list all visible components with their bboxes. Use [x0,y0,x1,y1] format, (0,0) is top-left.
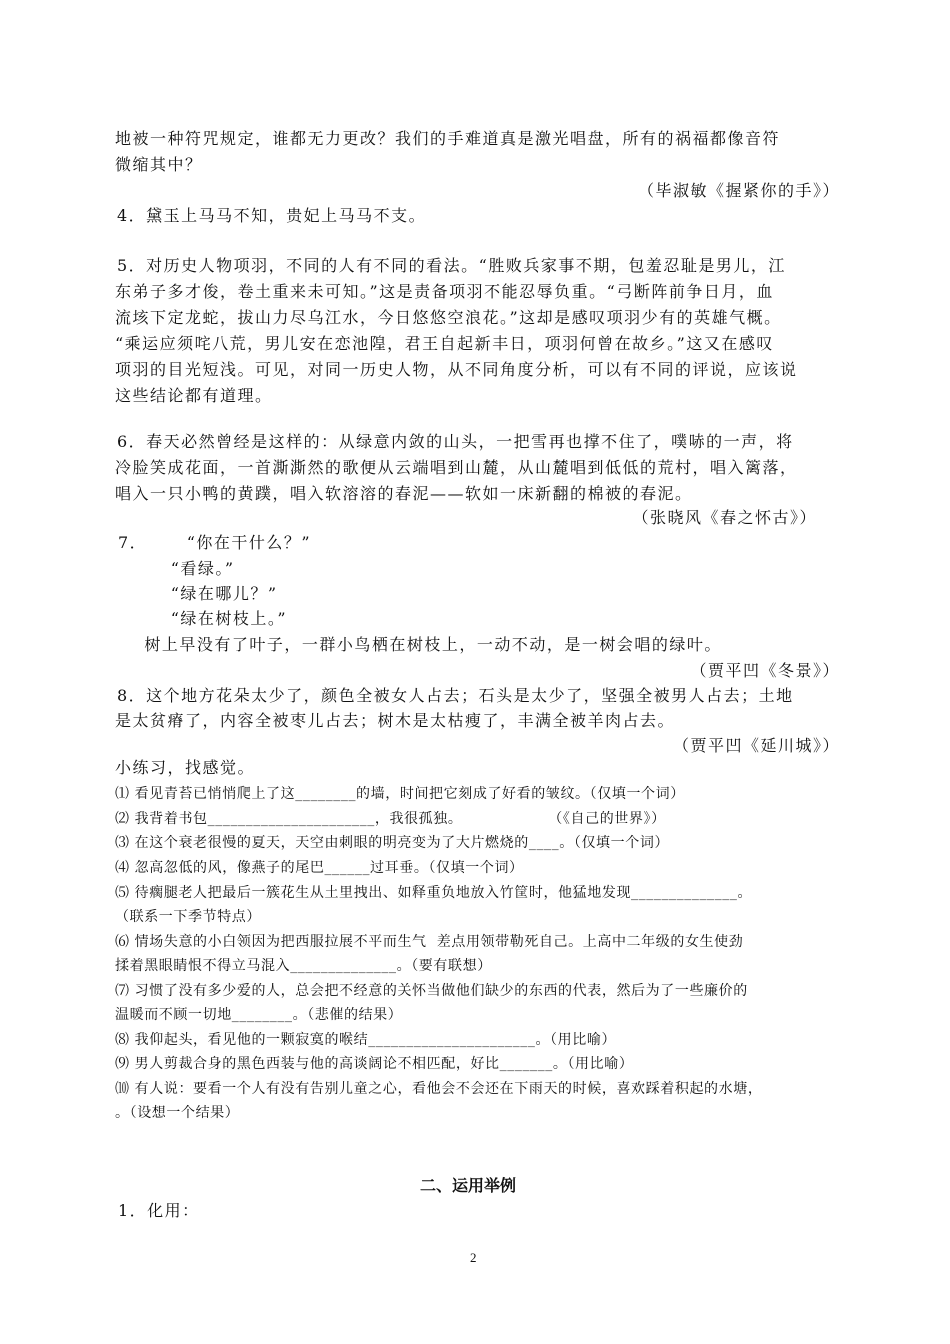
practice-title: 小练习，找感觉。 [115,758,256,777]
passage3-line: 微缩其中？ [115,155,203,174]
passage6-source: （张晓风《春之怀古》） [632,508,817,527]
passage7-line: 树上早没有了叶子，一群小鸟栖在树枝上，一动不动，是一树会唱的绿叶。 [118,635,722,654]
passage7-line: “绿在树枝上。” [118,609,288,628]
passage6-line: 6．春天必然曾经是这样的：从绿意内敛的山头，一把雪再也撑不住了，噗哧的一声，将 [117,432,794,451]
page-number: 2 [470,1250,477,1265]
passage6-line: 冷脸笑成花面，一首澌澌然的歌便从云端唱到山麓，从山麓唱到低低的荒村，唱入篱落， [115,458,798,477]
practice-item: ⑴ 看见青苔已悄悄爬上了这________的墙，时间把它刻成了好看的皱纹。（仅填一个词） [115,786,685,802]
practice-item: ⑼ 男人剪裁合身的黑色西装与他的高谈阔论不相匹配，好比_______。（用比喻） [115,1056,634,1072]
passage7-line: 7． “你在干什么？” [118,533,312,552]
passage4-line: 4．黛玉上马马不知，贵妃上马马不支。 [117,206,427,225]
practice-item: ⑸ 待瘸腿老人把最后一簇花生从土里拽出、如释重负地放入竹筐时，他猛地发现______________。 [115,885,753,901]
practice-item: ⑷ 忽高忽低的风，像燕子的尾巴______过耳垂。（仅填一个词） [115,860,524,876]
practice-item: ⑽ 有人说：要看一个人有没有告别儿童之心，看他会不会还在下雨天的时候，喜欢踩着积起的水塘， [115,1081,763,1097]
passage5-line: “乘运应须咤八荒，男儿安在恋池隍，君王自起新丰日，项羽何曾在故乡。”这又在感叹 [115,334,774,353]
passage8-source: （贾平凹《延川城》） [672,736,840,755]
passage5-line: 流垓下定龙蛇，拔山力尽乌江水，今日悠悠空浪花。”这却是感叹项羽少有的英雄气概。 [115,308,782,327]
passage6-line: 唱入一只小鸭的黄蹼，唱入软溶溶的春泥——软如一床新翻的棉被的春泥。 [115,484,693,503]
practice-item: （联系一下季节特点） [115,909,261,925]
passage3-line: 地被一种符咒规定，谁都无力更改？我们的手难道真是激光唱盘，所有的祸福都像音符 [115,129,781,148]
passage8-line: 是太贫瘠了，内容全被枣儿占去；树木是太枯瘦了，丰满全被羊肉占去。 [115,711,676,730]
practice-item: 揉着黑眼睛恨不得立马混入______________。（要有联想） [115,958,492,974]
passage7-line: “看绿。” [118,559,235,578]
practice-item: 。（设想一个结果） [115,1105,240,1121]
practice-item: 温暖而不顾一切地________。（悲催的结果） [115,1007,403,1023]
section-heading: 二、运用举例 [420,1176,517,1195]
passage5-line: 东弟子多才俊，卷土重来未可知。”这是责备项羽不能忍辱负重。“弓断阵前争日月，血 [115,282,774,301]
passage5-line: 5．对历史人物项羽，不同的人有不同的看法。“胜败兵家事不期，包羞忍耻是男儿，江 [117,256,786,275]
passage8-line: 8．这个地方花朵太少了，颜色全被女人占去；石头是太少了，坚强全被男人占去；土地 [117,686,794,705]
practice-item: ⑻ 我仰起头，看见他的一颗寂寞的喉结______________________。（用比喻） [115,1032,617,1048]
practice-item: ⑶ 在这个衰老很慢的夏天，天空由刺眼的明亮变为了大片燃烧的____。（仅填一个词） [115,835,670,851]
practice-item: ⑵ 我背着书包______________________，我很孤独。 （《自己的世界》） [115,811,666,827]
practice-item: ⑺ 习惯了没有多少爱的人，总会把不经意的关怀当做他们缺少的东西的代表，然后为了一些廉价的 [115,983,748,999]
passage7-line: “绿在哪儿？” [118,584,278,603]
practice-item: ⑹ 情场失意的小白领因为把西服拉展不平而生气 差点用领带勒死自己。上高中二年级的女生使劲 [115,934,744,950]
section2-item: 1．化用： [118,1201,200,1220]
passage5-line: 这些结论都有道理。 [115,386,273,405]
passage7-source: （贾平凹《冬景》） [690,661,840,680]
passage5-line: 项羽的目光短浅。可见，对同一历史人物，从不同角度分析，可以有不同的评说，应该说 [115,360,798,379]
passage3-source: （毕淑敏《握紧你的手》） [637,181,840,200]
